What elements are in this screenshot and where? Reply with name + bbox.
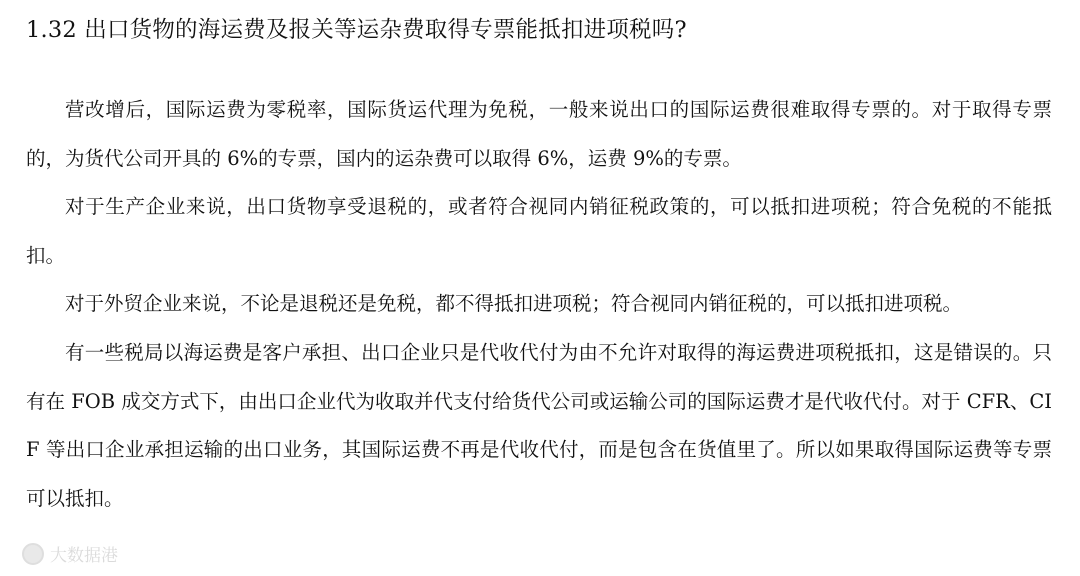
watermark [22, 541, 118, 566]
watermark-text: 大数据港 [50, 546, 118, 566]
paragraph-collection-payment: 有一些税局以海运费是客户承担、出口企业只是代收代付为由不允许对取得的海运费进项税抵扣，这是错误的。只有在 FOB 成交方式下，由出口企业代为收取并代支付给货代公司或运输公司的国际运费才是代收代付。对于 CFR、CIF 等出口企业承担运输的出口业务，其国际运费不再是代收代付，而是包含在货值里了。所以如果取得国际运费等专票可以抵扣。 [26, 340, 1052, 510]
section-heading: 1.32 出口货物的海运费及报关等运杂费取得专票能抵扣进项税吗? [26, 17, 687, 43]
paragraph-freight-vat: 营改增后，国际运费为零税率，国际货运代理为免税，一般来说出口的国际运费很难取得专票的。对于取得专票的，为货代公司开具的 6%的专票，国内的运杂费可以取得 6%，运费 9%的专票。 [26, 98, 1052, 170]
document-body [26, 86, 1052, 523]
watermark-logo-icon [22, 543, 44, 565]
paragraph-trading-company: 对于外贸企业来说，不论是退税还是免税，都不得抵扣进项税；符合视同内销征税的，可以抵扣进项税。 [65, 292, 963, 316]
paragraph-manufacturer: 对于生产企业来说，出口货物享受退税的，或者符合视同内销征税政策的，可以抵扣进项税；符合免税的不能抵扣。 [26, 195, 1052, 267]
